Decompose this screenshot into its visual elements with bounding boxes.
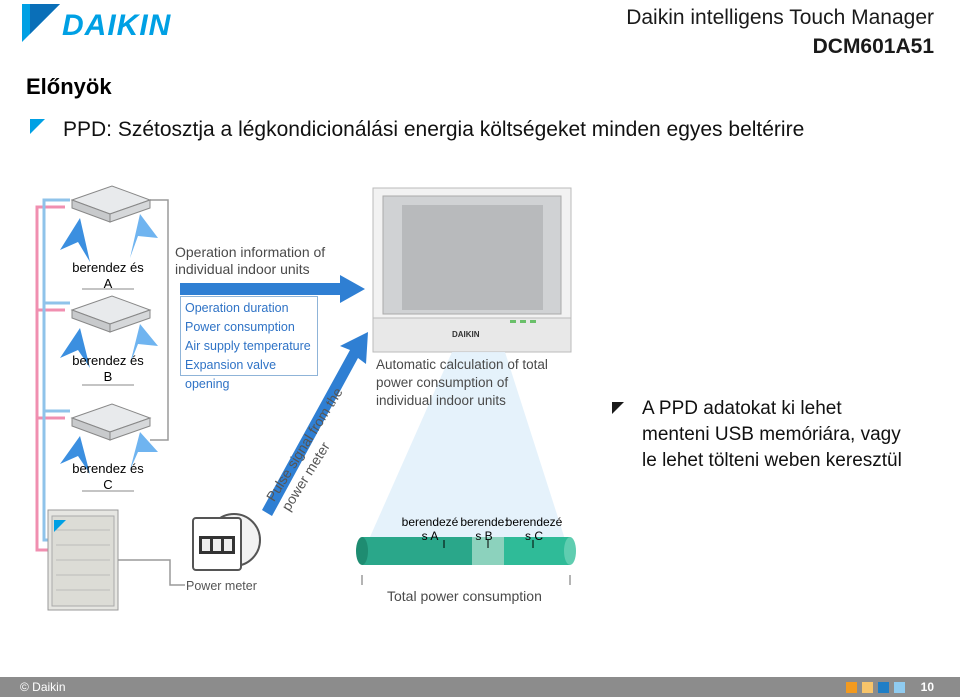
unit-c-label: berendez és C [72, 461, 144, 492]
total-consumption-label: Total power consumption [387, 588, 542, 604]
segment-a-label: berendezé s A [401, 515, 459, 543]
power-meter-label: Power meter [186, 579, 257, 593]
bullet-ppd-text: PPD: Szétosztja a légkondicionálási energia költségeket minden egyes beltérire [63, 118, 805, 141]
indoor-unit-a [60, 186, 158, 262]
product-model: DCM601A51 [812, 35, 934, 58]
touch-manager-device [373, 188, 571, 352]
footer-bar [0, 677, 960, 697]
info-item: Power consumption [185, 320, 295, 334]
footer-square-lightblue-icon [894, 682, 905, 693]
page-number: 10 [920, 680, 934, 694]
product-title: Daikin intelligens Touch Manager [626, 6, 934, 29]
info-item: Expansion valve opening [185, 358, 277, 391]
footer-square-yellow-icon [862, 682, 873, 693]
screen-logo: DAIKIN [452, 330, 480, 339]
footer-copyright: © Daikin [20, 680, 66, 694]
bullet-usb-text: A PPD adatokat ki lehet menteni USB memóriára, vagy le lehet tölteni weben keresztül [642, 398, 902, 471]
footer-square-orange-icon [846, 682, 857, 693]
pulse-signal-label: Pulse signal from the power meter [262, 384, 346, 514]
bullet-usb [612, 396, 912, 474]
info-item: Air supply temperature [185, 339, 311, 353]
segment-c-label: berendezé s C [505, 515, 563, 543]
footer-square-blue-icon [878, 682, 889, 693]
power-meter [193, 514, 260, 570]
unit-a-label: berendez és A [72, 260, 144, 291]
calculation-label: Automatic calculation of total power consumption of individual indoor units [376, 357, 548, 408]
logo-wordmark: DAIKIN [62, 9, 172, 42]
outdoor-unit [48, 510, 118, 610]
bullet-triangle-icon [612, 402, 624, 414]
slide-heading: Előnyök [26, 74, 112, 99]
info-item: Operation duration [185, 301, 289, 315]
segment-b-label: berende: s B [460, 515, 508, 543]
unit-b-label: berendez és B [72, 353, 144, 384]
info-items-box [180, 296, 318, 391]
operation-info-label: Operation information of individual indoor units [175, 244, 326, 277]
